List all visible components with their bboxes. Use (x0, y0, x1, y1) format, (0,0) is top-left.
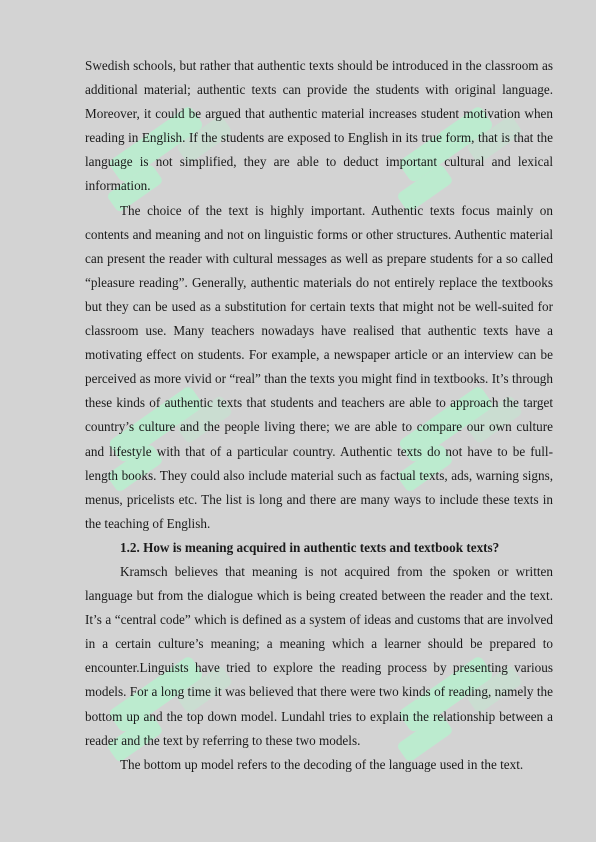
paragraph: Kramsch believes that meaning is not acquired from the spoken or written language but from the dialogue which is being created between the reader and the text. It’s a “central code” which is defined as a system of ideas and customs that are involved in a certain culture’s meaning; a meaning which a learner should be prepared to encounter.Linguists have tried to explore the reading process by presenting various models. For a long time it was believed that there were two kinds of reading, namely the bottom up and the top down model. Lundahl tries to explain the relationship between a reader and the text by referring to these two models. (85, 563, 553, 748)
paragraph: The bottom up model refers to the decoding of the language used in the text. (120, 756, 524, 772)
body-text (85, 54, 553, 777)
section-heading: 1.2. How is meaning acquired in authentic texts and textbook texts? (120, 539, 500, 555)
paragraph: Swedish schools, but rather that authentic texts should be introduced in the classroom as additional material; authentic texts can provide the students with original language. Moreover, it could be argued that authentic material increases student motivation when reading in English. If the students are exposed to English in its true form, that is that the language is not simplified, they are able to deduct important cultural and lexical information. (85, 58, 553, 194)
paragraph: The choice of the text is highly important. Authentic texts focus mainly on contents and meaning and not on linguistic forms or other structures. Authentic material can present the reader with cultural messages as well as prepare students for a so called “pleasure reading”. Generally, authentic materials do not entirely replace the textbooks but they can be used as a substitution for certain texts that might not be well-suited for classroom use. Many teachers nowadays have realised that authentic texts have a motivating effect on students. For example, a newspaper article or an interview can be perceived as more vivid or “real” than the texts you might find in textbooks. It’s through these kinds of authentic texts that students and teachers are able to approach the target country’s culture and the people living there; we are able to compare our own culture and lifestyle with that of a particular country. Authentic texts do not have to be full-length books. They could also include material such as factual texts, ads, warning signs, menus, pricelists etc. The list is long and there are many ways to include these texts in the teaching of English. (85, 202, 553, 531)
